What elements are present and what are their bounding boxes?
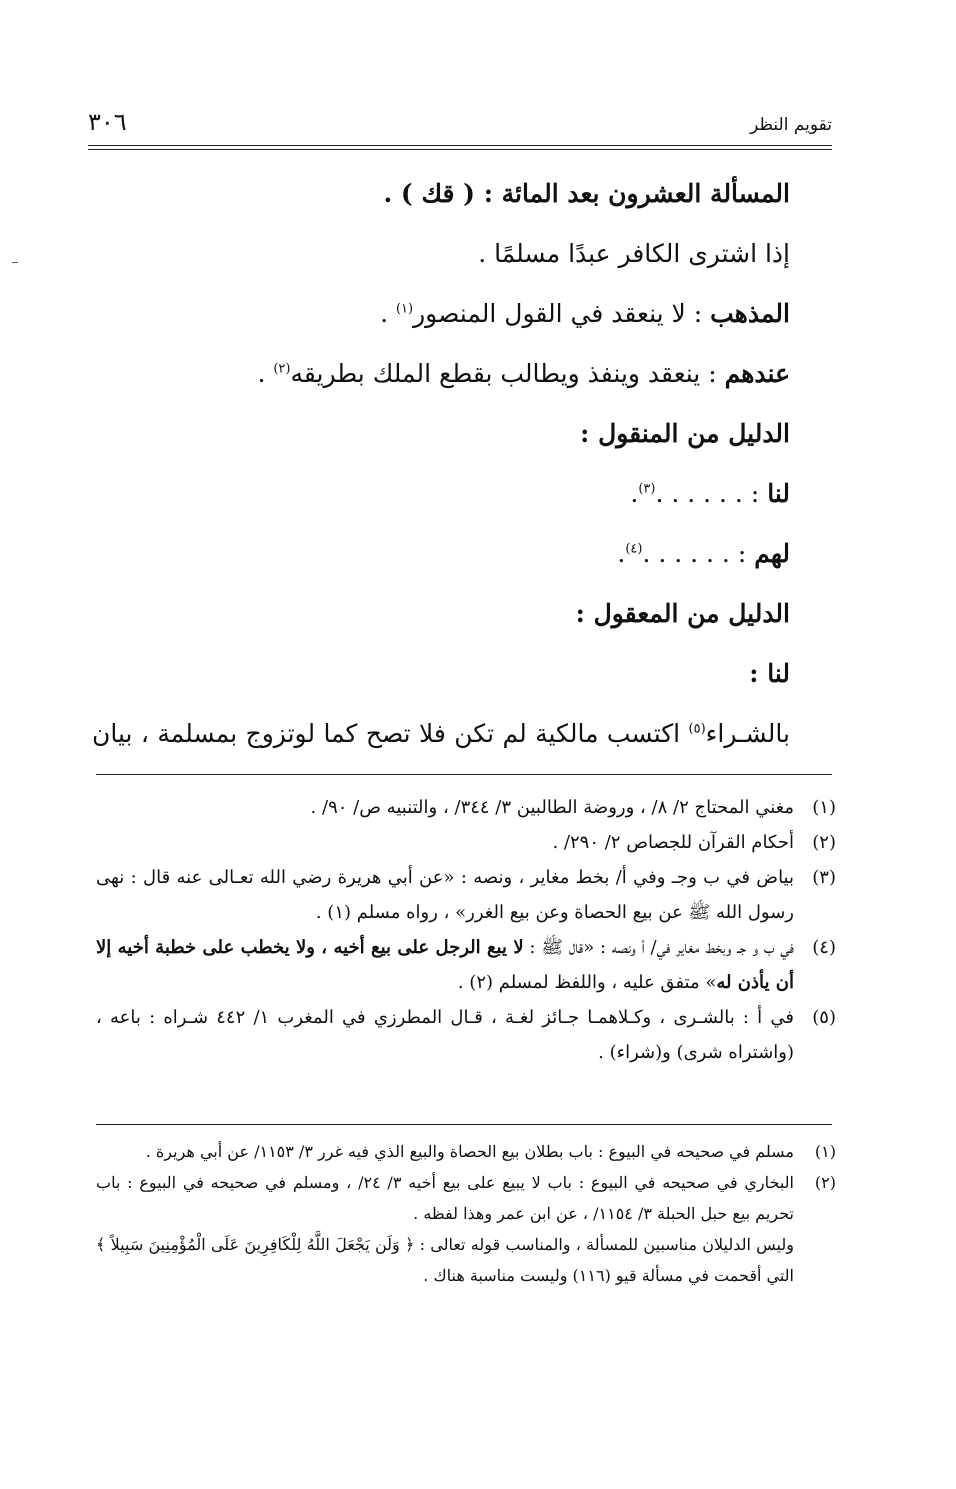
them-label: عندهم [724, 359, 790, 388]
footnote-text-a: في ب و جـ وبخط مغاير في/ أ ونصه : «قال ﷺ : [523, 937, 794, 958]
footnote [96, 860, 836, 930]
footnote-number: (٤) [812, 937, 836, 958]
footnote-ref-4: (٤) [625, 541, 643, 557]
subnotes [96, 1136, 836, 1291]
footnote-ref-1: (١) [395, 301, 414, 317]
subnote-number: (٢) [814, 1173, 836, 1192]
footnote-number: (٥) [812, 1007, 836, 1028]
footnote-number: (١) [812, 797, 836, 818]
subnote-text: مسلم في صحيحه في البيوع : باب بطلان بيع الحصاة والبيع الذي فيه غرر ٣/ ١١٥٣/ عن أبي هريرة . [145, 1142, 794, 1161]
last-line-start: بالشـراء [705, 719, 790, 748]
issue-statement: إذا اشترى الكافر عبدًا مسلمًا . [478, 239, 790, 268]
main-text [92, 172, 790, 772]
footnote [96, 1000, 836, 1070]
for-us-text: : . . . . . . [655, 479, 760, 508]
footnote [96, 790, 836, 825]
for-them-end: . [617, 539, 626, 568]
subnote-rule [96, 1124, 832, 1125]
for-us-line [92, 472, 790, 532]
madhhab-label: المذهب [710, 299, 790, 328]
transmitted-heading: الدليل من المنقول : [580, 419, 790, 448]
footnote-text: مغني المحتاج ٢/ ٨/ ، وروضة الطالبين ٣/ ٣٤٤/ ، والتنبيه ص/ ٩٠/ . [310, 797, 794, 818]
footnote-ref-5: (٥) [688, 721, 706, 737]
subnote-continuation: وليس الدليلان مناسبين للمسألة ، والمناسب قوله تعالى : ﴿ وَلَن يَجْعَلَ اللَّهُ لِلْكَافِرِينَ عَلَى الْمُؤْمِنِينَ سَبِيلاً ﴾ التي أقحمت في مسألة قيو (١١٦) وليست مناسبة هناك . [96, 1235, 794, 1285]
scan-mark [12, 262, 18, 263]
madhhab-line [92, 292, 790, 352]
subnote [96, 1136, 836, 1167]
footnote-ref-3: (٣) [638, 481, 656, 497]
rational-heading: الدليل من المعقول : [575, 599, 790, 628]
last-body-line [92, 712, 790, 772]
footnote [96, 930, 836, 1000]
them-text: : ينعقد وينفذ ويطالب بقطع الملك بطريقه [290, 359, 717, 388]
header-rule-top [88, 145, 832, 146]
footnote-text-b: » متفق عليه ، واللفظ لمسلم (٢) . [457, 972, 717, 993]
for-them-text: : . . . . . . [642, 539, 747, 568]
for-them-line [92, 532, 790, 592]
footnote-text [96, 930, 794, 1000]
footnotes [96, 790, 836, 1070]
subnote-text: البخاري في صحيحه في البيوع : باب لا يبيع على بيع أخيه ٣/ ٢٤/ ، ومسلم في صحيحه في البيوع : باب تحريم بيع حبل الحبلة ٣/ ١١٥٤/ ، عن ابن عمر وهذا لفظه . [96, 1173, 794, 1223]
madhhab-text: : لا ينعقد في القول المنصور [413, 299, 703, 328]
for-us-2: لنا : [749, 659, 790, 688]
madhhab-end: . [380, 299, 396, 328]
footnote-rule [96, 774, 832, 775]
footnote-number: (٢) [812, 832, 836, 853]
issue-title: المسألة العشرون بعد المائة : ( قك ) . [383, 179, 790, 208]
for-us-end: . [630, 479, 639, 508]
footnote-text: في أ : بالشـرى ، وكـلاهمـا جـائز لغـة ، قـال المطرزي في المغرب ١/ ٤٤٢ شـراه : باعه ، (واشتراه شرى) و(شراء) . [96, 1007, 794, 1063]
footnote-number: (٣) [812, 867, 836, 888]
them-end: . [257, 359, 274, 388]
for-us-label: لنا [767, 479, 790, 508]
hadith-text: لا يبع الرجل على بيع أخيه ، ولا يخطب على خطبة أخيه إلا أن يأذن له [96, 937, 794, 993]
subnote-number: (١) [814, 1142, 836, 1161]
page-header [88, 104, 832, 134]
header-rule-bottom [88, 149, 832, 150]
footnote [96, 825, 836, 860]
last-line-rest: اكتسب مالكية لم تكن فلا تصح كما لوتزوج بمسلمة ، بيان [92, 719, 689, 748]
footnote-ref-2: (٢) [273, 361, 291, 377]
them-line [92, 352, 790, 412]
running-title: تقويم النظر [750, 115, 832, 135]
page-number: ٣٠٦ [88, 108, 127, 136]
footnote-text: بياض في ب وجـ وفي أ/ بخط مغاير ، ونصه : «عن أبي هريرة رضي الله تعـالى عنه قال : نهى رسول الله ﷺ عن بيع الحصاة وعن بيع الغرر» ، رواه مسلم (١) . [96, 867, 794, 923]
subnote [96, 1167, 836, 1229]
footnote-text: أحكام القرآن للجصاص ٢/ ٢٩٠/ . [552, 832, 794, 853]
for-them-label: لهم [754, 539, 790, 568]
